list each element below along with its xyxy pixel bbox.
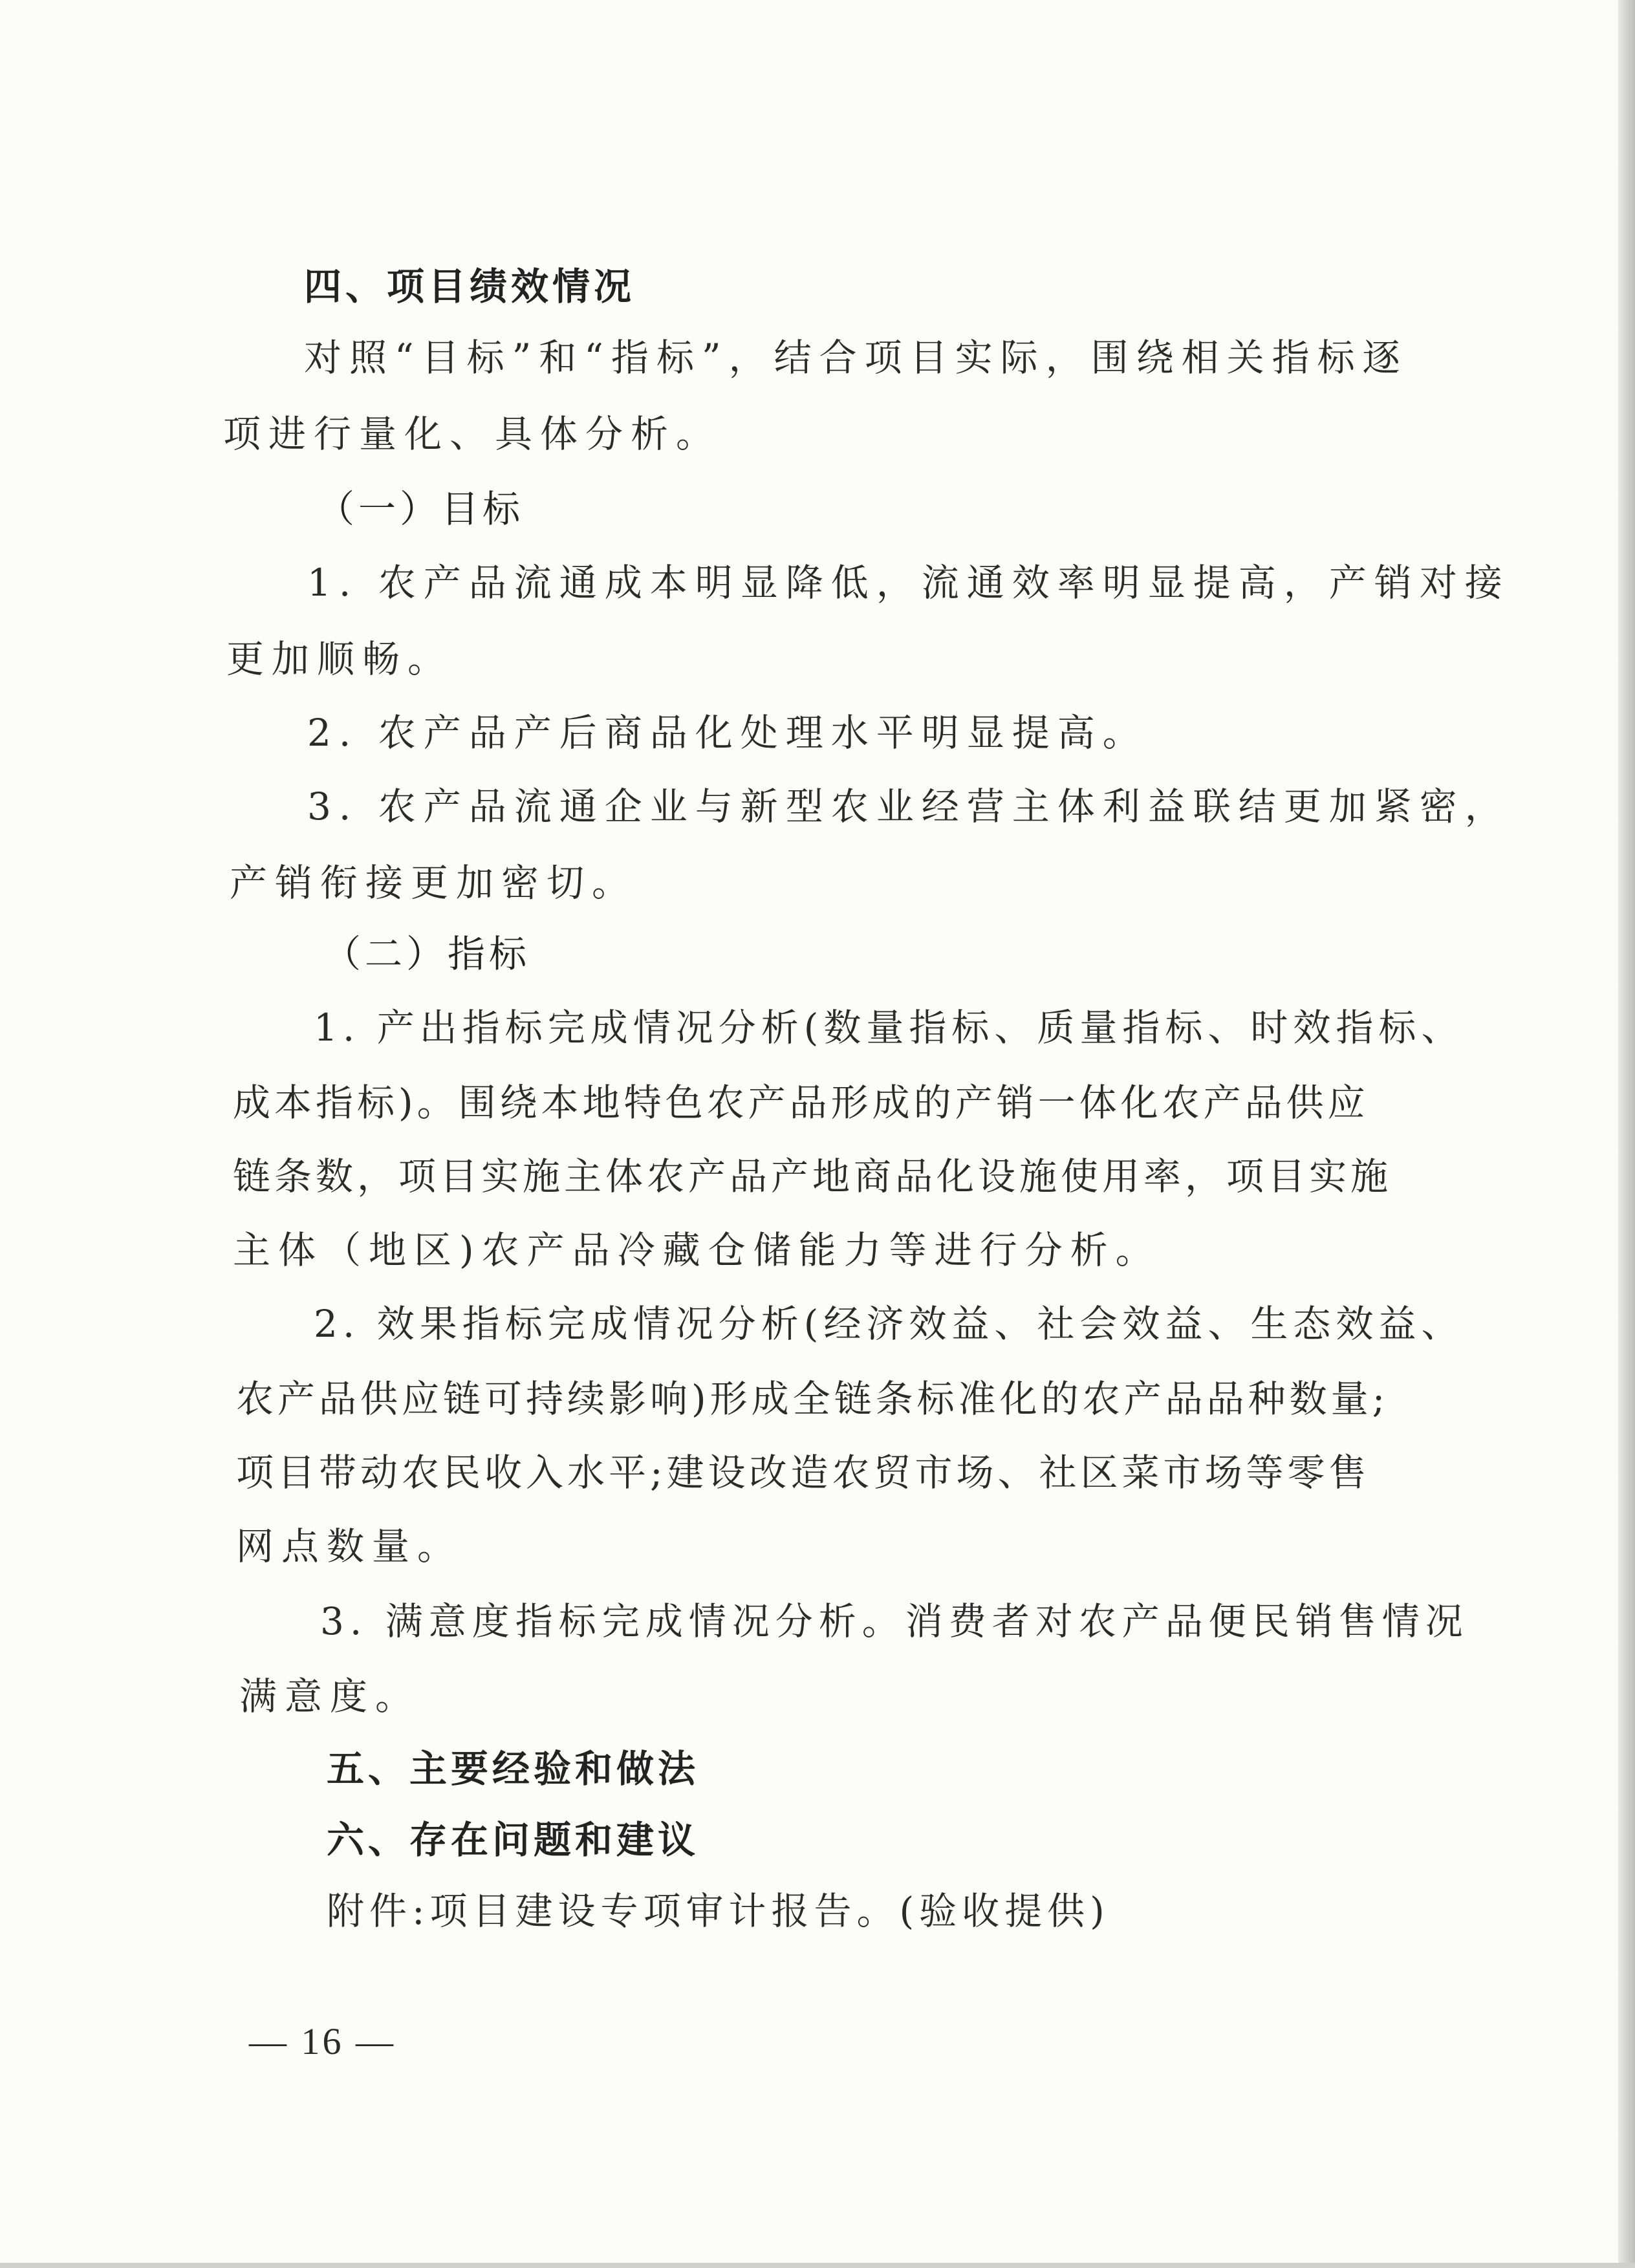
- goals-item1-line1: 1. 农产品流通成本明显降低，流通效率明显提高，产销对接: [307, 561, 1510, 605]
- section4-intro-line2: 项进行量化、具体分析。: [223, 412, 722, 456]
- indicators-item1-line2: 成本指标)。围绕本地特色农产品形成的产销一体化农产品供应: [233, 1081, 1369, 1125]
- goals-item2-line1: 2. 农产品产后商品化处理水平明显提高。: [307, 711, 1148, 755]
- goals-item1-line2: 更加顺畅。: [226, 637, 453, 681]
- section5-heading: 五、主要经验和做法: [327, 1747, 700, 1791]
- section4-intro-line1: 对照“目标”和“指标”，结合项目实际，围绕相关指标逐: [304, 336, 1408, 380]
- indicators-item2-line1: 2. 效果指标完成情况分析(经济效益、社会效益、生态效益、: [314, 1302, 1464, 1346]
- section6-heading: 六、存在问题和建议: [327, 1818, 700, 1862]
- attachment-note: 附件:项目建设专项审计报告。(验收提供): [327, 1889, 1110, 1933]
- indicators-item2-line2: 农产品供应链可持续影响)形成全链条标准化的农产品品种数量;: [236, 1377, 1389, 1421]
- indicators-item2-line3: 项目带动农民收入水平;建设改造农贸市场、社区菜市场等零售: [236, 1451, 1370, 1495]
- indicators-item3-line2: 满意度。: [239, 1674, 421, 1718]
- indicators-item1-line3: 链条数，项目实施主体农产品产地商品化设施使用率，项目实施: [233, 1154, 1392, 1198]
- page-number: — 16 —: [249, 2020, 396, 2062]
- indicators-heading: （二）指标: [323, 932, 531, 976]
- indicators-item1-line1: 1. 产出指标完成情况分析(数量指标、质量指标、时效指标、: [314, 1006, 1464, 1050]
- scan-bottom-edge: [0, 2263, 1635, 2268]
- indicators-item1-line4: 主体（地区)农产品冷藏仓储能力等进行分析。: [233, 1228, 1161, 1272]
- indicators-item3-line1: 3. 满意度指标完成情况分析。消费者对农产品便民销售情况: [320, 1599, 1469, 1643]
- goals-heading: （一）目标: [317, 487, 525, 531]
- goals-item3-line1: 3. 农产品流通企业与新型农业经营主体利益联结更加紧密，: [307, 784, 1510, 828]
- indicators-item2-line4: 网点数量。: [236, 1524, 463, 1568]
- goals-item3-line2: 产销衔接更加密切。: [230, 861, 638, 905]
- section4-heading: 四、项目绩效情况: [304, 265, 636, 308]
